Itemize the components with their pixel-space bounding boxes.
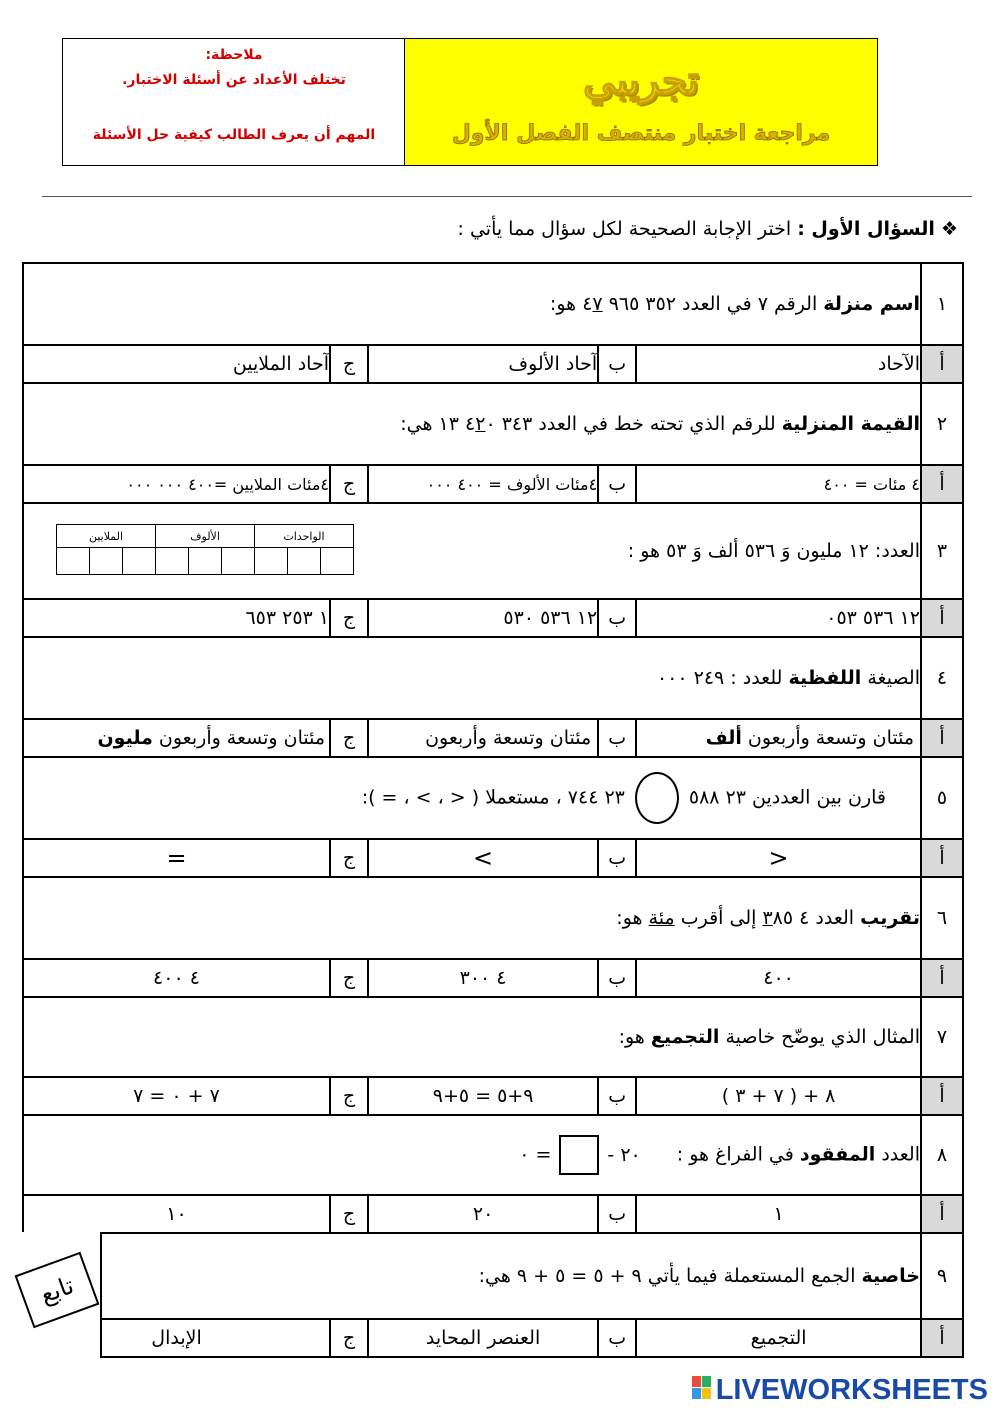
place-cell[interactable]: [123, 548, 156, 575]
options-row: [23, 959, 963, 997]
option-b[interactable]: آحاد الألوف: [368, 345, 598, 383]
question-number: ٥: [921, 757, 963, 839]
question-keyword: القيمة المنزلية: [781, 413, 920, 435]
option-c[interactable]: ١ ٢٥٣ ٦٥٣: [23, 599, 330, 637]
option-b[interactable]: العنصر المحايد: [368, 1319, 598, 1357]
question-row: [23, 383, 963, 465]
place-cell[interactable]: [90, 548, 123, 575]
place-cell[interactable]: [255, 548, 288, 575]
option-a[interactable]: ٤٠٠: [636, 959, 921, 997]
option-letter: ج: [330, 839, 368, 877]
question-text-part: في الفراغ هو :: [676, 1143, 800, 1166]
option-letter: ب: [598, 599, 636, 637]
options-row: [23, 839, 963, 877]
question-number: ٨: [921, 1115, 963, 1195]
place-header-units: الواحدات: [255, 525, 354, 548]
question-keyword: خاصية: [861, 1265, 920, 1287]
question-keyword: اللفظية: [788, 667, 862, 689]
option-keyword: ألف: [705, 727, 742, 749]
option-letter: ج: [330, 465, 368, 503]
question-keyword: اسم منزلة: [823, 293, 920, 315]
option-b[interactable]: ٤مئات الألوف = ٤٠٠ ٠٠٠: [368, 465, 598, 503]
place-header-millions: الملايين: [57, 525, 156, 548]
option-letter: أ: [921, 1077, 963, 1115]
option-c[interactable]: [23, 719, 330, 757]
options-row: [23, 465, 963, 503]
option-letter: ج: [330, 719, 368, 757]
question-text-part: ٨٥ إلى أقرب: [674, 907, 794, 929]
option-letter: ب: [598, 719, 636, 757]
option-text: مئتان وتسعة وأربعون: [741, 727, 914, 749]
note-box: [63, 39, 405, 165]
question-text-part: للرقم الذي تحته خط في العدد ٣٤٣ ٤: [465, 413, 782, 435]
question-text: [23, 757, 921, 839]
question-text-part: هو:: [616, 907, 649, 929]
question-number: ٤: [921, 637, 963, 719]
option-letter: ب: [598, 1319, 636, 1357]
option-a[interactable]: التجميع: [636, 1319, 921, 1357]
diamond-bullet-icon: ❖: [940, 218, 958, 240]
question-number: ٩: [921, 1233, 963, 1319]
header-box: [62, 38, 878, 166]
page-title: تجريبي: [583, 57, 699, 104]
question-text-part: ٢٠ -: [607, 1143, 641, 1166]
option-letter: ج: [330, 1195, 368, 1233]
option-a[interactable]: [636, 719, 921, 757]
underlined-digit: ٢: [475, 413, 486, 435]
question-intro-title: السؤال الأول :: [797, 218, 935, 240]
question-keyword: تقريب: [860, 907, 920, 929]
option-letter: أ: [921, 599, 963, 637]
question-keyword: التجميع: [650, 1026, 720, 1048]
options-row: [23, 1077, 963, 1115]
question-text-part: الصيغة: [861, 667, 920, 689]
option-letter: أ: [921, 719, 963, 757]
option-letter: ج: [330, 1319, 368, 1357]
option-letter: ب: [598, 839, 636, 877]
question-text: [23, 1233, 921, 1319]
question-row: [23, 637, 963, 719]
logo-text: LIVEWORKSHEETS: [715, 1374, 988, 1406]
option-letter: أ: [921, 1195, 963, 1233]
option-text: مئتان وتسعة وأربعون: [152, 727, 325, 749]
question-text: [23, 877, 921, 959]
option-c[interactable]: آحاد الملايين: [23, 345, 330, 383]
question-text-part: العدد: [875, 1143, 920, 1166]
q9-left-border: [100, 1232, 102, 1356]
option-c[interactable]: ١٠: [23, 1195, 330, 1233]
place-cell[interactable]: [189, 548, 222, 575]
question-text-part: الجمع المستعملة فيما يأتي ٩ + ٥ = ٥ + ٩ هي:: [478, 1265, 862, 1287]
options-row: [23, 1195, 963, 1233]
place-cell[interactable]: [222, 548, 255, 575]
question-row: [23, 1233, 963, 1319]
option-a[interactable]: الآحاد: [636, 345, 921, 383]
question-keyword: المفقود: [799, 1143, 876, 1166]
place-header-thousands: الألوف: [156, 525, 255, 548]
question-intro-text: اختر الإجابة الصحيحة لكل سؤال مما يأتي :: [457, 218, 798, 240]
note-label: ملاحظة:: [205, 47, 263, 63]
option-letter: ب: [598, 1195, 636, 1233]
liveworksheets-logo: [691, 1374, 988, 1407]
question-number: ٦: [921, 877, 963, 959]
place-cell[interactable]: [57, 548, 90, 575]
option-a[interactable]: ١: [636, 1195, 921, 1233]
option-letter: أ: [921, 839, 963, 877]
option-letter: ج: [330, 1077, 368, 1115]
question-number: ٧: [921, 997, 963, 1077]
option-b[interactable]: مئتان وتسعة وأربعون: [368, 719, 598, 757]
question-intro: [458, 218, 959, 240]
option-letter: أ: [921, 465, 963, 503]
question-text: [23, 383, 921, 465]
option-a[interactable]: ٤ مئات = ٤٠٠: [636, 465, 921, 503]
question-number: ٣: [921, 503, 963, 599]
option-letter: أ: [921, 959, 963, 997]
divider: [42, 196, 972, 197]
question-text-part: = ٠: [519, 1143, 552, 1166]
page-subtitle: مراجعة اختبار منتصف الفصل الأول: [451, 121, 831, 146]
question-text: [23, 997, 921, 1077]
option-letter: ج: [330, 959, 368, 997]
option-keyword: مليون: [97, 727, 153, 749]
question-row: [23, 263, 963, 345]
option-b[interactable]: ٤ ٣٠٠: [368, 959, 598, 997]
underlined-digit: ٣: [762, 907, 773, 929]
blank-answer-box[interactable]: [559, 1135, 599, 1175]
place-value-table: [56, 524, 354, 575]
question-text: [23, 263, 921, 345]
underlined-digit: ٧: [592, 293, 603, 315]
option-b[interactable]: >: [368, 839, 598, 877]
option-c[interactable]: =: [23, 839, 330, 877]
option-b[interactable]: ٩+٥ = ٥+٩: [368, 1077, 598, 1115]
options-row: [23, 345, 963, 383]
note-line-1: تختلف الأعداد عن أسئلة الاختبار.: [122, 72, 346, 88]
option-b[interactable]: ٢٠: [368, 1195, 598, 1233]
question-text-part: ٠ ١٣ هي:: [400, 413, 496, 435]
question-text: [23, 637, 921, 719]
option-a[interactable]: ١٢ ٥٣٦ ٠٥٣: [636, 599, 921, 637]
option-c[interactable]: ٤مئات الملايين =٤٠٠ ٠٠٠ ٠٠٠: [23, 465, 330, 503]
question-row: [23, 1115, 963, 1195]
option-letter: ب: [598, 959, 636, 997]
option-a[interactable]: <: [636, 839, 921, 877]
question-row: [23, 877, 963, 959]
liveworksheets-badge-icon: [691, 1375, 713, 1401]
option-c[interactable]: الإبدال: [23, 1319, 330, 1357]
option-letter: أ: [921, 345, 963, 383]
question-text-part: هو:: [549, 293, 583, 315]
question-text-part: قارن بين العددين ٢٣ ٥٨٨: [688, 786, 886, 809]
place-cell[interactable]: [288, 548, 321, 575]
question-text-part: المثال الذي يوضّح خاصية: [719, 1026, 920, 1048]
question-row: [23, 757, 963, 839]
question-row: [23, 997, 963, 1077]
option-letter: ج: [330, 599, 368, 637]
question-text-part: العدد ٤: [793, 907, 861, 929]
note-line-2: المهم أن يعرف الطالب كيفية حل الأسئلة: [92, 127, 376, 143]
options-row: [23, 599, 963, 637]
option-c[interactable]: ٧ + ٠ = ٧: [23, 1077, 330, 1115]
compare-circle[interactable]: [635, 772, 679, 824]
option-letter: ب: [598, 465, 636, 503]
place-cell[interactable]: [321, 548, 354, 575]
question-text-part: هو:: [618, 1026, 651, 1048]
question-text: [23, 1115, 921, 1195]
questions-table: [22, 262, 964, 1358]
title-box: [404, 39, 877, 165]
options-row: [23, 1319, 963, 1357]
question-number: ١: [921, 263, 963, 345]
option-a[interactable]: ٨ + ( ٧ + ٣ ): [636, 1077, 921, 1115]
option-letter: ب: [598, 345, 636, 383]
underlined-word: مئة: [648, 907, 675, 929]
option-letter: ج: [330, 345, 368, 383]
options-row: [23, 719, 963, 757]
option-c[interactable]: ٤ ٤٠٠: [23, 959, 330, 997]
option-letter: ب: [598, 1077, 636, 1115]
question-text: العدد: ١٢ مليون وَ ٥٣٦ ألف وَ ٥٣ هو :: [23, 503, 921, 599]
question-text-part: للعدد : ٢٤٩ ٠٠٠: [656, 667, 789, 689]
question-number: ٢: [921, 383, 963, 465]
question-text-part: ٢٣ ٧٤٤ ، مستعملا ( < ، > ، = ):: [361, 786, 625, 809]
place-cell[interactable]: [156, 548, 189, 575]
option-b[interactable]: ١٢ ٥٣٦ ٥٣٠: [368, 599, 598, 637]
option-letter: أ: [921, 1319, 963, 1357]
continue-stamp: تابع: [15, 1252, 100, 1329]
question-text-part: الرقم ٧ في العدد ٣٥٢ ٩٦٥ ٤: [582, 293, 824, 315]
